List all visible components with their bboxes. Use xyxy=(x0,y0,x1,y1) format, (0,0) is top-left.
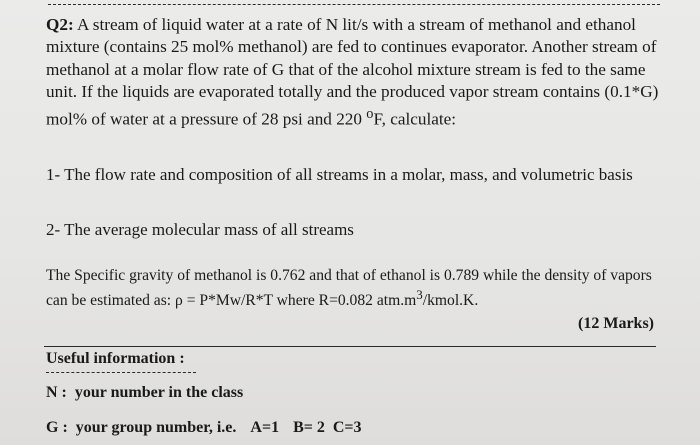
group-c: C=3 xyxy=(332,419,362,436)
n-definition xyxy=(46,384,243,402)
group-b: B= 2 xyxy=(293,419,325,436)
top-dashed-divider xyxy=(48,4,660,5)
sg-note-text: The Specific gravity of methanol is 0.762 and that of ethanol is 0.789 while the density of vapors can be estimated as: ρ = P*Mw/R*T where R=0.082 atm.m xyxy=(46,267,652,310)
n-label: N : xyxy=(46,384,67,401)
cubic-superscript: 3 xyxy=(416,287,423,302)
question-text: A stream of liquid water at a rate of N lit/s with a stream of methanol and ethanol mixture (contains 25 mol% methanol) are fed to continues evaporator. Another stream of methanol at a molar flow rate of G that of the alcohol mixture stream is fed to the same unit. If the liquids are evaporated totally and the produced vapor stream contains (0.1*G) mol% of water at a pressure of 28 psi and 220 xyxy=(46,15,659,129)
question-unit-tail: F, calculate: xyxy=(373,109,457,129)
useful-information-title: Useful information : xyxy=(46,350,185,367)
sg-note-tail: /kmol.K. xyxy=(422,292,479,310)
g-label: G : xyxy=(46,419,68,436)
question-label: Q2: xyxy=(46,15,74,34)
n-text: your number in the class xyxy=(74,384,244,401)
useful-title-underline xyxy=(46,372,196,373)
group-a: A=1 xyxy=(250,419,280,436)
marks-label: (12 Marks) xyxy=(578,315,654,332)
specific-gravity-note xyxy=(46,266,660,310)
section-rule xyxy=(44,346,656,347)
question-paragraph xyxy=(46,14,660,131)
g-text: your group number, i.e. xyxy=(75,419,237,436)
g-definition xyxy=(46,419,362,437)
task-item-1: 1- The flow rate and composition of all streams in a molar, mass, and volumetric basis xyxy=(46,165,633,184)
task-item-2: 2- The average molecular mass of all streams xyxy=(46,220,354,239)
degree-symbol: o xyxy=(366,106,374,123)
